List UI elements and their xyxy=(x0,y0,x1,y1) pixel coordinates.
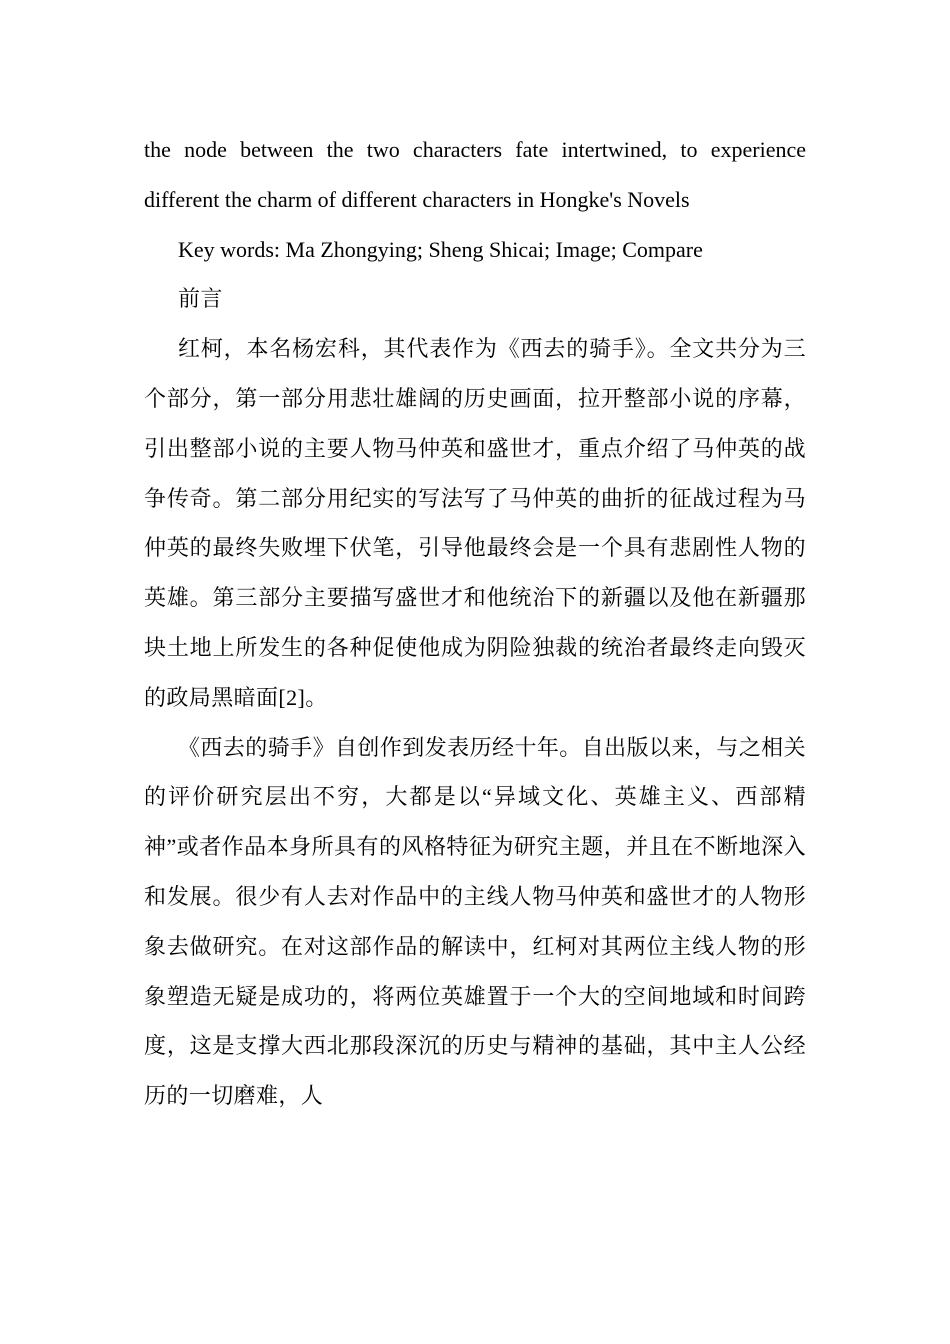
body-paragraph-2: 《西去的骑手》自创作到发表历经十年。自出版以来，与之相关的评价研究层出不穷，大都是以“异域文化、英雄主义、西部精神”或者作品本身所具有的风格特征为研究主题，并且在不断地深入和发展。很少有人去对作品中的主线人物马仲英和盛世才的人物形象去做研究。在对这部作品的解读中，红柯对其两位主线人物的形象塑造无疑是成功的，将两位英雄置于一个大的空间地域和时间跨度，这是支撑大西北那段深沉的历史与精神的基础，其中主人公经历的一切磨难，人 xyxy=(144,734,806,1109)
abstract-tail: the node between the two characters fate intertwined, to experience different the charm of different characters in Hongke's Novels xyxy=(144,137,806,212)
section-heading: 前言 xyxy=(178,286,223,312)
body-paragraph-1: 红柯，本名杨宏科，其代表作为《西去的骑手》。全文共分为三个部分，第一部分用悲壮雄阔的历史画面，拉开整部小说的序幕，引出整部小说的主要人物马仲英和盛世才，重点介绍了马仲英的战争传奇。第二部分用纪实的写法写了马仲英的曲折的征战过程为马仲英的最终失败埋下伏笔，引导他最终会是一个具有悲剧性人物的英雄。第三部分主要描写盛世才和他统治下的新疆以及他在新疆那块土地上所发生的各种促使他成为阴险独裁的统治者最终走向毁灭的政局黑暗面[2]。 xyxy=(144,336,806,710)
keywords-line: Key words: Ma Zhongying; Sheng Shicai; Image; Compare xyxy=(178,236,703,262)
document-page xyxy=(144,125,806,1121)
